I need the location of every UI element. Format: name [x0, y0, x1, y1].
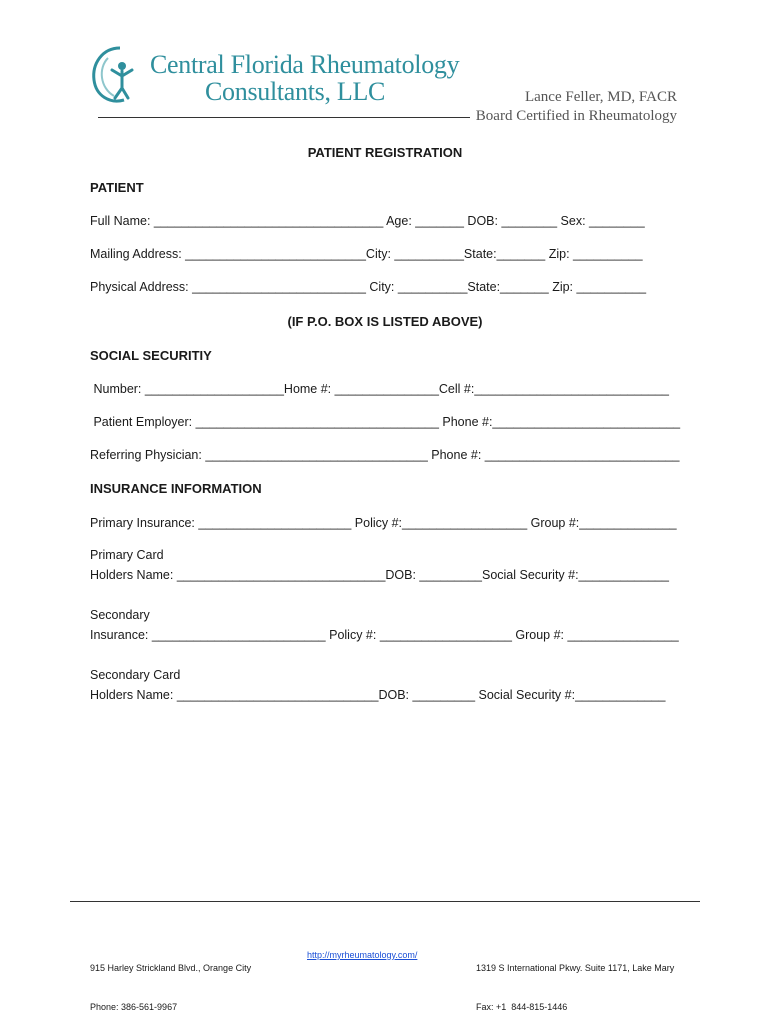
employer-row[interactable]: Patient Employer: ___________________________________ Phone #:___________________________	[90, 415, 681, 429]
footer-right-block	[476, 936, 674, 1027]
mailing-address-row[interactable]: Mailing Address: __________________________City: __________State:_______ Zip: __________	[90, 247, 643, 261]
physical-address-row[interactable]: Physical Address: _________________________ City: __________State:_______ Zip: __________	[90, 280, 647, 294]
footer-left-address: 915 Harley Strickland Blvd., Orange City	[90, 963, 252, 973]
doctor-certification: Board Certified in Rheumatology	[475, 108, 677, 124]
referring-physician-row[interactable]: Referring Physician: ________________________________ Phone #: ____________________________	[90, 448, 680, 462]
org-name-line1: Central Florida Rheumatology	[150, 50, 460, 79]
primary-holder-row[interactable]: Holders Name: ______________________________DOB: _________Social Security #:_____________	[90, 568, 669, 582]
footer-right-fax: Fax: +1 844-815-1446	[476, 1002, 568, 1012]
doctor-name: Lance Feller, MD, FACR	[524, 89, 677, 105]
secondary-label: Secondary	[90, 608, 150, 622]
website-link[interactable]: http://myrheumatology.com/	[307, 950, 418, 960]
secondary-insurance-row[interactable]: Insurance: _________________________ Policy #: ___________________ Group #: ________________	[90, 628, 679, 642]
section-patient-heading: PATIENT	[90, 180, 144, 195]
footer-divider	[70, 901, 700, 902]
primary-insurance-row[interactable]: Primary Insurance: ______________________ Policy #:__________________ Group #:______________	[90, 516, 677, 530]
footer-left-phone: Phone: 386-561-9967	[90, 1002, 178, 1012]
full-name-row[interactable]: Full Name: _________________________________ Age: _______ DOB: ________ Sex: ________	[90, 214, 645, 228]
section-insurance-heading: INSURANCE INFORMATION	[90, 481, 262, 496]
form-title: PATIENT REGISTRATION	[307, 145, 463, 160]
section-social-heading: SOCIAL SECURITIY	[90, 348, 212, 363]
header-divider	[98, 117, 470, 118]
secondary-card-label: Secondary Card	[90, 668, 181, 682]
po-box-note: (IF P.O. BOX IS LISTED ABOVE)	[287, 314, 483, 329]
footer-right-address: 1319 S International Pkwy. Suite 1171, Lake Mary	[476, 963, 675, 973]
rheumatology-logo-icon	[90, 44, 150, 106]
ss-number-row[interactable]: Number: ____________________Home #: _______________Cell #:____________________________	[90, 382, 669, 396]
secondary-holder-row[interactable]: Holders Name: _____________________________DOB: _________ Social Security #:_____________	[90, 688, 666, 702]
org-name-line2: Consultants, LLC	[205, 77, 386, 106]
primary-card-label: Primary Card	[90, 548, 164, 562]
footer-left-block	[90, 936, 251, 1027]
